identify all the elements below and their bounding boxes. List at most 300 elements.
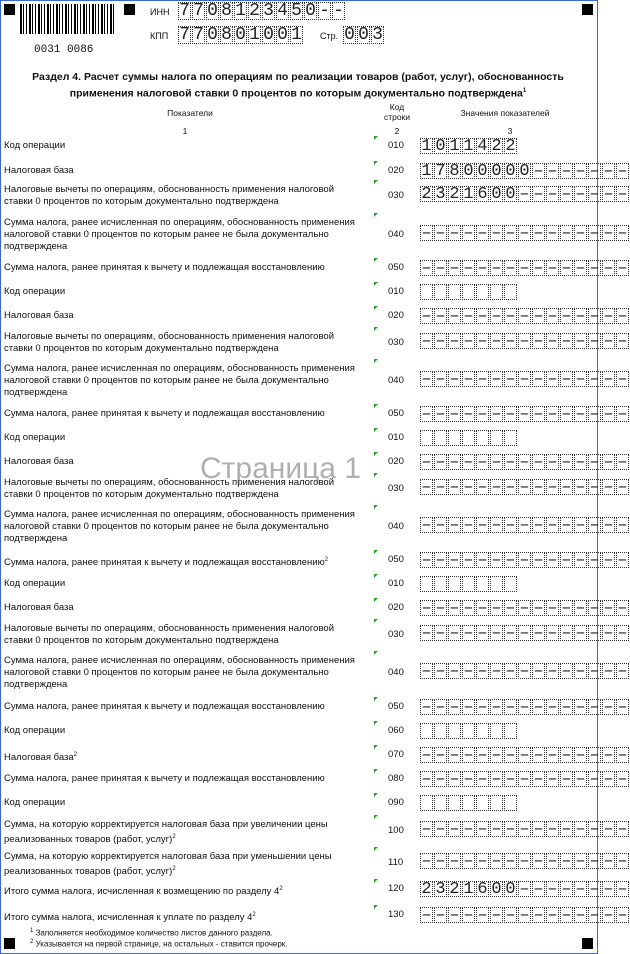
digit-cell: – [477, 405, 488, 424]
row-code: 100 [388, 825, 404, 836]
digit-cell: – [547, 906, 558, 925]
digit-cell: – [491, 405, 502, 424]
digit-cell: – [603, 259, 614, 278]
digit-cell [462, 430, 475, 446]
value-field-110[interactable] [420, 853, 630, 869]
digit-cell: – [491, 370, 502, 389]
value-field-030[interactable] [420, 479, 630, 495]
digit-cell: – [505, 770, 516, 789]
digit-cell: – [561, 662, 572, 681]
row-code: 050 [388, 554, 404, 565]
digit-cell: – [463, 852, 474, 871]
value-field-090[interactable] [420, 795, 518, 811]
digit-cell: – [491, 516, 502, 535]
digit-cell: – [561, 307, 572, 326]
digit-cell: – [603, 307, 614, 326]
digit-cell: – [519, 770, 530, 789]
digit-cell: – [519, 405, 530, 424]
digit-cell: – [491, 906, 502, 925]
digit-cell: 0 [358, 25, 369, 45]
digit-cell: – [589, 906, 600, 925]
digit-cell: – [463, 405, 474, 424]
digit-cell: – [449, 405, 460, 424]
digit-cell: – [575, 880, 586, 899]
digit-cell: – [617, 624, 628, 643]
row-label [4, 509, 359, 545]
digit-cell: – [449, 224, 460, 243]
digit-cell: – [477, 624, 488, 643]
digit-cell [504, 723, 517, 739]
digit-cell: – [547, 820, 558, 839]
digit-cell: – [533, 820, 544, 839]
digit-cell: – [589, 259, 600, 278]
digit-cell: – [449, 551, 460, 570]
field-marker-icon [374, 306, 378, 310]
digit-cell [476, 284, 489, 300]
barcode [20, 4, 115, 34]
row-label-footnote-mark: 2 [324, 557, 329, 563]
digit-cell: – [463, 478, 474, 497]
footnote [30, 928, 273, 938]
digit-cell: – [491, 224, 502, 243]
digit-cell: 3 [435, 185, 446, 204]
digit-cell: 7 [179, 1, 190, 21]
value-field-040[interactable] [420, 663, 630, 679]
digit-cell: 8 [221, 25, 232, 45]
digit-cell: – [547, 698, 558, 717]
value-field-030[interactable] [420, 625, 630, 641]
digit-cell: – [617, 880, 628, 899]
digit-cell: – [463, 662, 474, 681]
digit-cell: – [561, 259, 572, 278]
digit-cell: – [463, 307, 474, 326]
row-label [4, 262, 359, 274]
value-field-050[interactable] [420, 406, 630, 422]
digit-cell: – [575, 224, 586, 243]
digit-cell: – [463, 370, 474, 389]
value-field-130[interactable] [420, 907, 630, 923]
column-number-2: 2 [394, 126, 400, 136]
digit-cell: – [449, 332, 460, 351]
digit-cell: – [603, 370, 614, 389]
digit-cell: – [617, 332, 628, 351]
digit-cell: – [435, 516, 446, 535]
field-marker-icon [374, 359, 378, 363]
digit-cell: – [421, 478, 432, 497]
digit-cell: – [575, 516, 586, 535]
digit-cell: – [589, 370, 600, 389]
row-label [4, 602, 359, 614]
row-label-text: Сумма налога, ранее принятая к вычету и подлежащая восстановлению [4, 701, 325, 712]
footnote-text: Заполняется необходимое количество листов данного раздела. [33, 928, 273, 938]
row-label [4, 578, 359, 590]
row-label-footnote-mark: 2 [73, 752, 78, 758]
digit-cell: – [505, 698, 516, 717]
digit-cell: – [491, 662, 502, 681]
digit-cell: – [561, 453, 572, 472]
corner-marker-bottom-left [4, 938, 15, 949]
kpp-label: КПП [150, 31, 169, 41]
digit-cell: – [533, 662, 544, 681]
digit-cell: – [617, 551, 628, 570]
digit-cell: 0 [505, 880, 516, 899]
digit-cell: – [421, 624, 432, 643]
digit-cell: – [421, 332, 432, 351]
digit-cell: – [435, 820, 446, 839]
row-code: 040 [388, 229, 404, 240]
value-field-020[interactable] [420, 600, 630, 616]
digit-cell: – [603, 906, 614, 925]
digit-cell [434, 576, 447, 592]
value-field-020[interactable] [420, 163, 630, 179]
digit-cell [490, 576, 503, 592]
digit-cell [490, 723, 503, 739]
digit-cell: – [519, 370, 530, 389]
digit-cell: – [491, 332, 502, 351]
digit-cell: – [589, 307, 600, 326]
digit-cell: – [505, 624, 516, 643]
digit-cell: – [575, 746, 586, 765]
digit-cell: – [477, 820, 488, 839]
digit-cell [476, 795, 489, 811]
row-label-text: Итого сумма налога, исчисленная к уплате по разделу 4 [4, 912, 253, 924]
row-label [4, 140, 359, 152]
row-label [4, 184, 359, 208]
digit-cell: – [477, 332, 488, 351]
digit-cell: – [575, 307, 586, 326]
digit-cell: – [519, 820, 530, 839]
value-field-010[interactable] [420, 138, 518, 154]
digit-cell: – [547, 185, 558, 204]
corner-marker-top-left [4, 4, 15, 15]
digit-cell: 0 [519, 162, 530, 181]
kpp-field[interactable] [178, 26, 304, 44]
digit-cell: – [491, 259, 502, 278]
digit-cell: – [589, 453, 600, 472]
row-code: 020 [388, 310, 404, 321]
row-label-text: Код операции [4, 725, 66, 736]
digit-cell: – [533, 259, 544, 278]
row-label [4, 749, 359, 764]
column-header-indicators: Показатели [167, 108, 213, 118]
digit-cell: – [575, 332, 586, 351]
row-code: 010 [388, 578, 404, 589]
digit-cell: – [477, 516, 488, 535]
digit-cell: – [617, 370, 628, 389]
digit-cell: – [603, 405, 614, 424]
digit-cell: – [421, 405, 432, 424]
digit-cell: – [505, 370, 516, 389]
digit-cell [462, 576, 475, 592]
digit-cell: 2 [421, 880, 432, 899]
digit-cell: – [547, 770, 558, 789]
row-label [4, 408, 359, 420]
digit-cell: – [533, 551, 544, 570]
digit-cell: – [617, 224, 628, 243]
digit-cell: – [589, 185, 600, 204]
digit-cell [462, 723, 475, 739]
digit-cell [420, 795, 433, 811]
digit-cell: – [589, 478, 600, 497]
digit-cell: 2 [449, 880, 460, 899]
inn-field[interactable] [178, 2, 346, 20]
value-field-050[interactable] [420, 260, 630, 276]
digit-cell: 2 [449, 185, 460, 204]
digit-cell: 0 [263, 25, 274, 45]
digit-cell: 0 [491, 162, 502, 181]
digit-cell: – [421, 662, 432, 681]
value-field-100[interactable] [420, 821, 630, 837]
digit-cell: – [533, 332, 544, 351]
row-label-text: Сумма налога, ранее исчисленная по операциям, обоснованность применения налоговой ставки 0 процентов по которым ранее не была документально подтверждена [4, 363, 355, 398]
digit-cell: – [463, 453, 474, 472]
value-field-040[interactable] [420, 225, 630, 241]
digit-cell: – [477, 478, 488, 497]
digit-cell: – [603, 224, 614, 243]
digit-cell: – [575, 852, 586, 871]
value-field-080[interactable] [420, 771, 630, 787]
digit-cell [462, 795, 475, 811]
field-marker-icon [374, 651, 378, 655]
value-field-010[interactable] [420, 576, 518, 592]
digit-cell: – [435, 770, 446, 789]
digit-cell: – [505, 259, 516, 278]
digit-cell: – [463, 906, 474, 925]
digit-cell: – [421, 551, 432, 570]
field-marker-icon [374, 879, 378, 883]
digit-cell: – [547, 405, 558, 424]
digit-cell: 5 [291, 1, 302, 21]
digit-cell: – [575, 820, 586, 839]
value-field-120[interactable] [420, 881, 630, 897]
value-field-050[interactable] [420, 552, 630, 568]
digit-cell: – [603, 162, 614, 181]
section-title [0, 70, 596, 101]
row-label [4, 554, 359, 569]
digit-cell: – [547, 307, 558, 326]
row-code: 030 [388, 629, 404, 640]
column-number-1: 1 [182, 126, 188, 136]
digit-cell [448, 430, 461, 446]
digit-cell: - [333, 1, 344, 21]
value-field-060[interactable] [420, 723, 518, 739]
digit-cell: – [491, 698, 502, 717]
digit-cell: – [505, 478, 516, 497]
value-field-050[interactable] [420, 699, 630, 715]
digit-cell: – [505, 820, 516, 839]
digit-cell [448, 723, 461, 739]
digit-cell: – [519, 698, 530, 717]
footnote-text: Указывается на первой странице, на остальных - ставится прочерк. [33, 939, 288, 949]
digit-cell: – [547, 224, 558, 243]
digit-cell: – [519, 906, 530, 925]
digit-cell: – [603, 624, 614, 643]
digit-cell: – [519, 478, 530, 497]
digit-cell: - [319, 1, 330, 21]
digit-cell: – [421, 820, 432, 839]
field-marker-icon [374, 697, 378, 701]
digit-cell: – [589, 405, 600, 424]
value-field-020[interactable] [420, 454, 630, 470]
digit-cell: – [421, 259, 432, 278]
digit-cell: – [519, 307, 530, 326]
field-marker-icon [374, 505, 378, 509]
value-field-010[interactable] [420, 430, 518, 446]
row-label [4, 165, 359, 177]
digit-cell [434, 284, 447, 300]
digit-cell: 1 [463, 185, 474, 204]
digit-cell: – [449, 259, 460, 278]
digit-cell: 1 [463, 137, 474, 156]
digit-cell: 2 [505, 137, 516, 156]
corner-marker-top-right [582, 4, 593, 15]
digit-cell: – [533, 852, 544, 871]
digit-cell [490, 284, 503, 300]
field-marker-icon [374, 404, 378, 408]
digit-cell: – [575, 770, 586, 789]
digit-cell: – [491, 307, 502, 326]
digit-cell: – [547, 478, 558, 497]
row-label-text: Налоговые вычеты по операциям, обоснованность применения налоговой ставки 0 процентов по которым документально подтверждена [4, 184, 334, 207]
digit-cell: – [519, 516, 530, 535]
digit-cell: 7 [179, 25, 190, 45]
digit-cell: – [533, 224, 544, 243]
digit-cell: – [449, 746, 460, 765]
digit-cell [434, 430, 447, 446]
row-code: 020 [388, 165, 404, 176]
row-label-text: Сумма налога, ранее исчисленная по операциям, обоснованность применения налоговой ставки 0 процентов по которым ранее не была документально подтверждена [4, 655, 355, 690]
digit-cell: 3 [435, 880, 446, 899]
row-label [4, 819, 359, 846]
row-code: 010 [388, 286, 404, 297]
field-marker-icon [374, 161, 378, 165]
digit-cell: – [421, 852, 432, 871]
row-label-text: Сумма налога, ранее принятая к вычету и подлежащая восстановлению [4, 557, 325, 569]
column-number-3: 3 [507, 126, 513, 136]
value-field-040[interactable] [420, 371, 630, 387]
digit-cell: – [603, 746, 614, 765]
digit-cell: 1 [421, 162, 432, 181]
value-field-020[interactable] [420, 308, 630, 324]
digit-cell: – [547, 162, 558, 181]
digit-cell: – [561, 185, 572, 204]
section-title-footnote-mark: 1 [522, 88, 527, 94]
digit-cell: – [547, 599, 558, 618]
digit-cell: – [533, 599, 544, 618]
field-marker-icon [374, 428, 378, 432]
digit-cell: – [477, 906, 488, 925]
section-title-text: Раздел 4. Расчет суммы налога по операциям по реализации товаров (работ, услуг), обоснованность применения налоговой ставки 0 процентов по которым документально подтверждена [32, 71, 564, 100]
field-marker-icon [374, 258, 378, 262]
field-marker-icon [374, 905, 378, 909]
digit-cell: – [463, 698, 474, 717]
value-field-010[interactable] [420, 284, 518, 300]
digit-cell: – [533, 624, 544, 643]
digit-cell: – [547, 516, 558, 535]
digit-cell: – [463, 820, 474, 839]
digit-cell: – [505, 453, 516, 472]
value-field-030[interactable] [420, 333, 630, 349]
row-label-text: Налоговая база [4, 752, 74, 764]
row-code: 050 [388, 262, 404, 273]
digit-cell: – [449, 698, 460, 717]
row-code: 040 [388, 521, 404, 532]
digit-cell: – [575, 162, 586, 181]
digit-cell: 0 [491, 185, 502, 204]
digit-cell: – [575, 662, 586, 681]
digit-cell: – [519, 880, 530, 899]
field-marker-icon [374, 721, 378, 725]
row-code: 010 [388, 140, 404, 151]
digit-cell: – [589, 332, 600, 351]
digit-cell: – [561, 405, 572, 424]
field-marker-icon [374, 769, 378, 773]
field-marker-icon [374, 745, 378, 749]
row-code: 060 [388, 725, 404, 736]
row-label-text: Итого сумма налога, исчисленная к возмещению по разделу 4 [4, 886, 280, 898]
digit-cell: – [589, 852, 600, 871]
digit-cell: – [505, 852, 516, 871]
digit-cell: 1 [235, 1, 246, 21]
digit-cell: – [477, 259, 488, 278]
digit-cell: – [477, 453, 488, 472]
footnote [30, 939, 288, 949]
digit-cell: – [561, 820, 572, 839]
row-label-text: Налоговая база [4, 310, 74, 321]
value-field-030[interactable] [420, 186, 630, 202]
digit-cell: – [617, 478, 628, 497]
digit-cell: – [505, 332, 516, 351]
digit-cell: – [575, 906, 586, 925]
digit-cell: – [435, 307, 446, 326]
digit-cell: – [547, 852, 558, 871]
digit-cell: – [561, 624, 572, 643]
digit-cell: – [477, 698, 488, 717]
digit-cell: 1 [291, 25, 302, 45]
digit-cell: – [421, 906, 432, 925]
digit-cell: – [617, 453, 628, 472]
digit-cell: – [519, 185, 530, 204]
digit-cell: – [575, 698, 586, 717]
digit-cell: – [435, 662, 446, 681]
digit-cell: – [435, 453, 446, 472]
digit-cell: – [435, 259, 446, 278]
row-code: 020 [388, 456, 404, 467]
digit-cell: – [435, 405, 446, 424]
digit-cell: – [589, 880, 600, 899]
digit-cell: – [449, 599, 460, 618]
digit-cell: – [519, 551, 530, 570]
digit-cell: – [519, 224, 530, 243]
page-number-field[interactable] [343, 26, 385, 44]
digit-cell: 0 [435, 137, 446, 156]
row-code: 010 [388, 432, 404, 443]
value-field-070[interactable] [420, 747, 630, 763]
corner-marker-top-middle [124, 4, 135, 15]
digit-cell: – [547, 746, 558, 765]
row-label-footnote-mark: 2 [172, 834, 176, 840]
digit-cell: 4 [277, 1, 288, 21]
field-marker-icon [374, 574, 378, 578]
digit-cell: 0 [477, 162, 488, 181]
digit-cell: – [449, 624, 460, 643]
digit-cell: – [421, 770, 432, 789]
value-field-040[interactable] [420, 517, 630, 533]
row-code: 030 [388, 483, 404, 494]
digit-cell: 4 [477, 137, 488, 156]
digit-cell: – [519, 746, 530, 765]
row-label [4, 851, 359, 878]
